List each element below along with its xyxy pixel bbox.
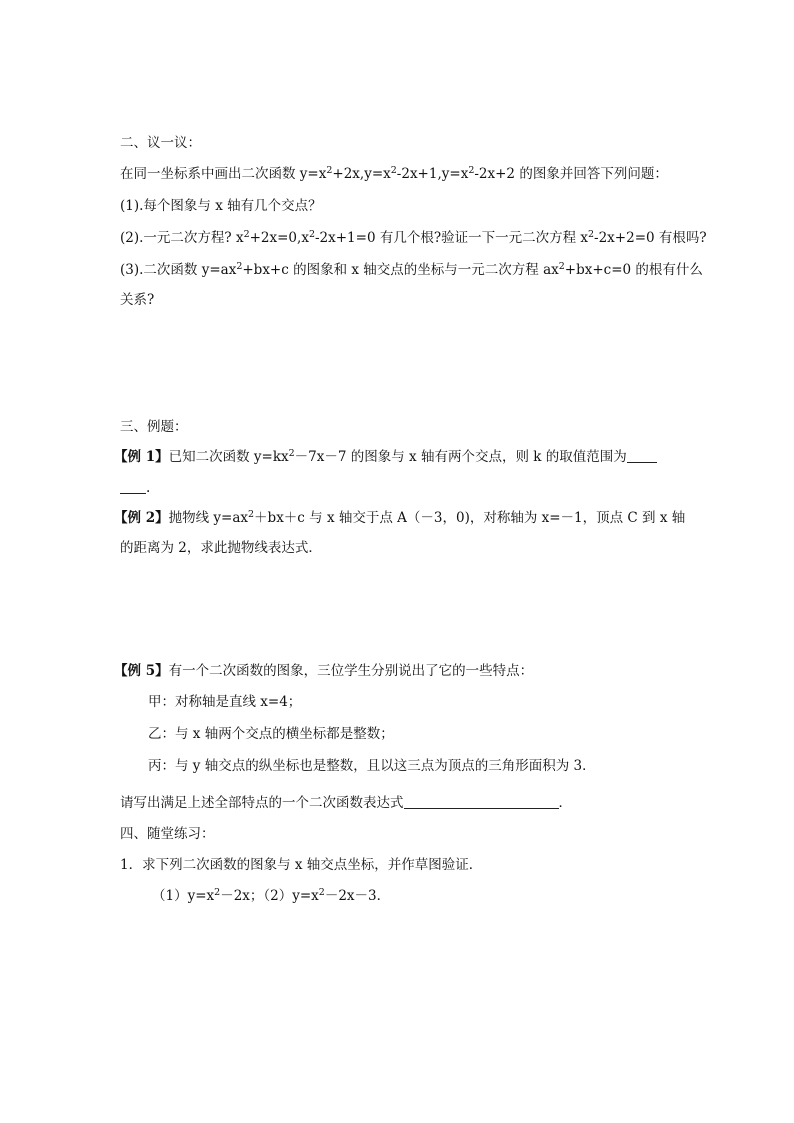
practice-1-subquestions: $(1)y=x^2-2x$；$(2)y=x^2-2x-3$． [152,887,391,904]
example-2-continued: 的距离为 2，求此抛物线表达式． [120,540,322,556]
clue-bing: 丙：与 y 轴交点的纵坐标也是整数，且以这三点为顶点的三角形面积为 3． [148,758,596,774]
example-5-question: 请写出满足上述全部特点的一个二次函数表达式 ． [120,795,572,811]
section2-intro: 在同一坐标系中画出二次函数 $y=x^2+2x,y=x^2-2x+1,y=x^2-2x+2$ 的图象并回答下列问题： [120,165,668,182]
answer-blank [404,794,559,809]
answer-blank [120,479,146,494]
clue-jia: 甲：对称轴是直线 x=4； [148,694,302,710]
example-5: 【例 5】有一个二次函数的图象，三位学生分别说出了它的一些特点： [114,663,534,679]
example-2-label: 【例 2】 [114,510,169,526]
example-1: 【例 1】已知二次函数 $y=kx^2-7x-7$ 的图象与 x 轴有两个交点，则 k 的取值范围为 [114,447,657,467]
section3-heading: 三、例题： [120,419,188,435]
section4-heading: 四、随堂练习： [120,826,215,842]
example-1-continued: . [120,478,150,498]
example-2: 【例 2】抛物线 $y=ax^2+bx+c$ 与 x 轴交于点 A（－3，0)，对称轴为 x=－1，顶点 C 到 x 轴 [114,509,686,526]
section2-heading: 二、议一议： [120,135,201,151]
question-1: (1).每个图象与 x 轴有几个交点？ [120,198,322,214]
example-5-label: 【例 5】 [114,663,169,679]
example-1-label: 【例 1】 [114,449,169,465]
question-3-continued: 关系? [120,292,155,308]
answer-blank [627,448,657,463]
question-2: (2).一元二次方程? $x^2+2x=0,x^2-2x+1=0$ 有几个根?验证一下一元二次方程 $x^2-2x+2=0$ 有根吗? [120,229,707,246]
question-3: (3).二次函数 $y=ax^2+bx+c$ 的图象和 x 轴交点的坐标与一元二次方程 $ax^2+bx+c=0$ 的根有什么 [120,261,703,278]
practice-1: 1．求下列二次函数的图象与 x 轴交点坐标，并作草图验证． [120,857,483,873]
clue-yi: 乙：与 x 轴两个交点的横坐标都是整数； [148,726,394,742]
